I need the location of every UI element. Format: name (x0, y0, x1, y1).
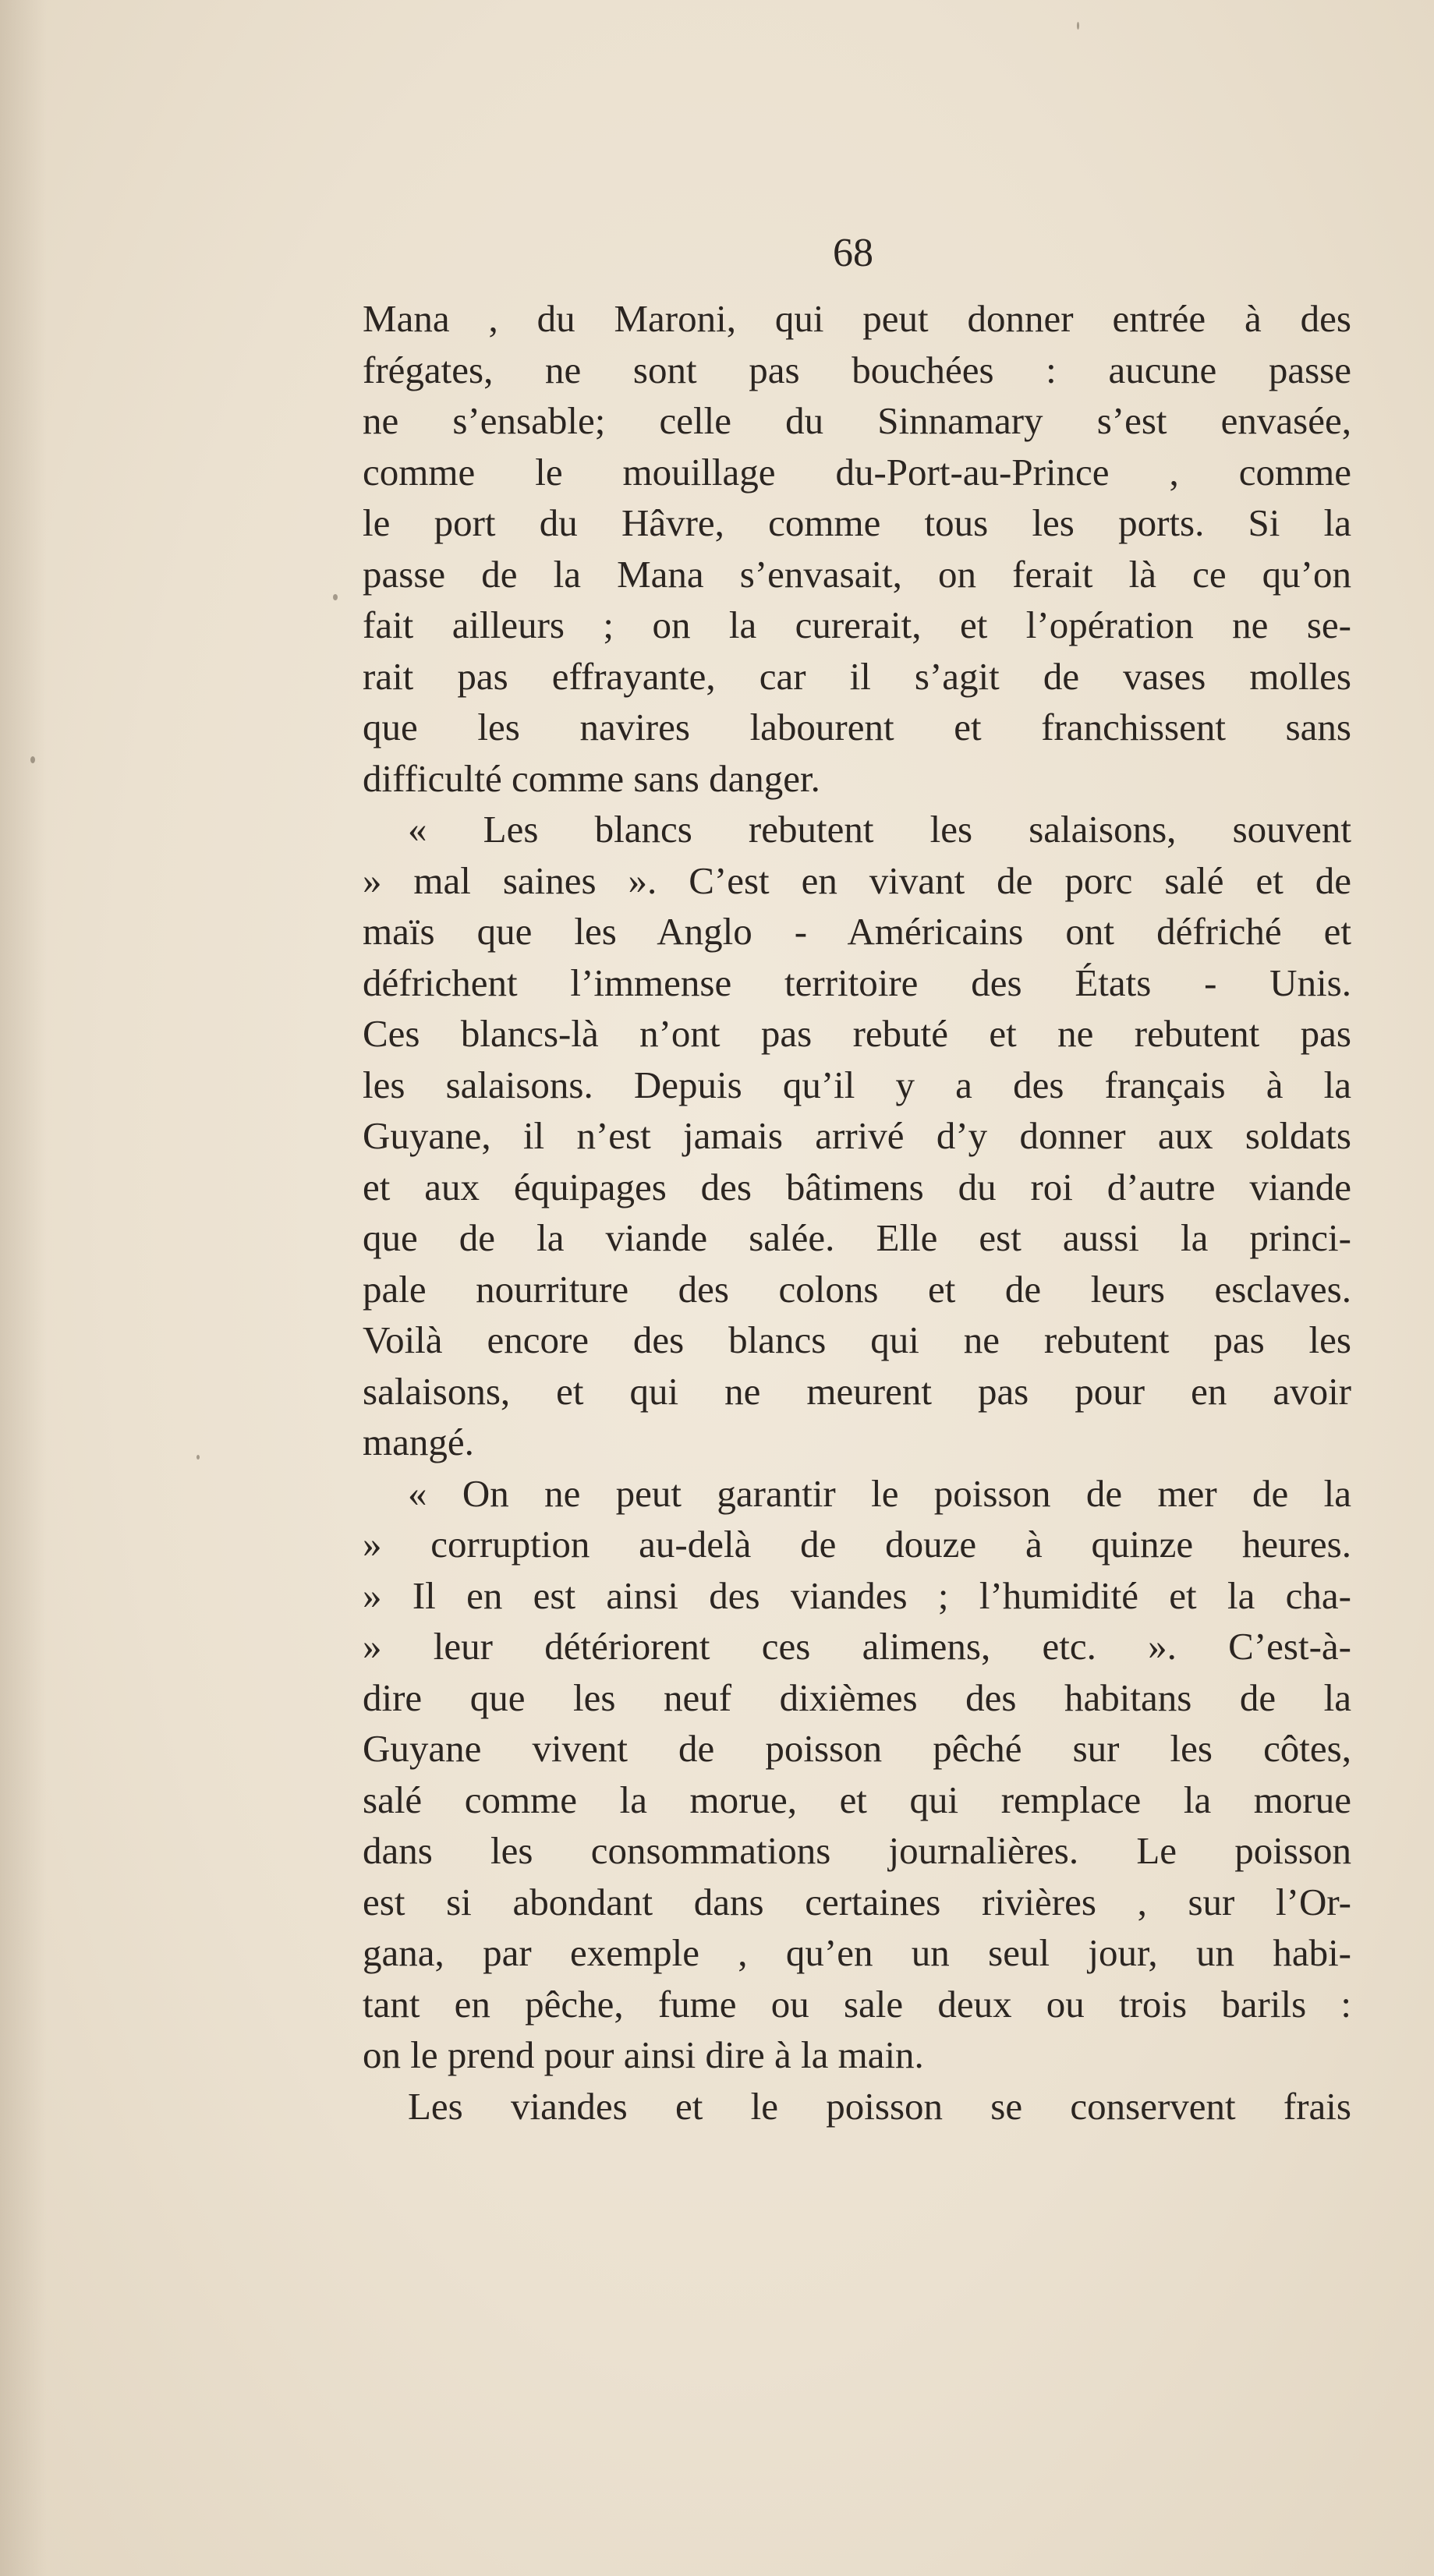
text-line: défrichent l’immense territoire des États - Unis. (363, 961, 1351, 1004)
text-line: salé comme la morue, et qui remplace la morue (363, 1778, 1351, 1821)
text-line: » corruption au-delà de douze à quinze heures. (363, 1523, 1351, 1566)
text-line: Les viandes et le poisson se conservent frais (408, 2084, 1351, 2128)
spine-shadow (0, 0, 47, 2576)
page-number: 68 (833, 231, 873, 275)
text-line: dire que les neuf dixièmes des habitans de la (363, 1675, 1351, 1719)
text-line: Guyane vivent de poisson pêché sur les côtes, (363, 1727, 1351, 1770)
text-line: » leur détériorent ces alimens, etc. ». C’est-à- (363, 1625, 1351, 1668)
text-line: salaisons, et qui ne meurent pas pour en avoir (363, 1369, 1351, 1413)
text-line: passe de la Mana s’envasait, on ferait là ce qu’on (363, 552, 1351, 596)
text-line: frégates, ne sont pas bouchées : aucune passe (363, 348, 1351, 391)
text-line: difficulté comme sans danger. (363, 756, 820, 800)
text-line: Voilà encore des blancs qui ne rebutent pas les (363, 1318, 1351, 1361)
text-line: pale nourriture des colons et de leurs esclaves. (363, 1267, 1351, 1311)
text-line: que de la viande salée. Elle est aussi la princi- (363, 1216, 1351, 1259)
text-line: est si abondant dans certaines rivières , sur l’Or- (363, 1880, 1351, 1923)
body-text (363, 293, 1351, 2132)
text-line: le port du Hâvre, comme tous les ports. Si la (363, 501, 1351, 544)
text-line: Ces blancs-là n’ont pas rebuté et ne rebutent pas (363, 1012, 1351, 1055)
text-line: fait ailleurs ; on la curerait, et l’opération ne se- (363, 603, 1351, 646)
text-line: les salaisons. Depuis qu’il y a des français à la (363, 1063, 1351, 1106)
text-line: rait pas effrayante, car il s’agit de vases molles (363, 654, 1351, 698)
text-line: gana, par exemple , qu’en un seul jour, un habi- (363, 1931, 1351, 1974)
text-line: » Il en est ainsi des viandes ; l’humidité et la cha- (363, 1573, 1351, 1617)
paper-speck (333, 594, 338, 600)
paper-speck (1077, 22, 1079, 30)
text-line: Guyane, il n’est jamais arrivé d’y donner aux soldats (363, 1114, 1351, 1157)
paper-speck (30, 756, 35, 763)
text-line: et aux équipages des bâtimens du roi d’autre viande (363, 1165, 1351, 1208)
text-line: comme le mouillage du-Port-au-Prince , comme (363, 450, 1351, 494)
text-line: ne s’ensable; celle du Sinnamary s’est envasée, (363, 399, 1351, 442)
text-line: on le prend pour ainsi dire à la main. (363, 2033, 924, 2076)
text-line: que les navires labourent et franchissent sans (363, 706, 1351, 748)
text-line: maïs que les Anglo - Américains ont défriché et (363, 910, 1351, 953)
text-line: « On ne peut garantir le poisson de mer de la (408, 1471, 1351, 1515)
text-line: tant en pêche, fume ou sale deux ou trois barils : (363, 1982, 1351, 2026)
text-line: dans les consommations journalières. Le poisson (363, 1829, 1351, 1872)
text-line: « Les blancs rebutent les salaisons, souvent (408, 808, 1351, 851)
text-line: » mal saines ». C’est en vivant de porc salé et de (363, 858, 1351, 902)
text-line: mangé. (363, 1421, 474, 1463)
paper-speck (197, 1455, 200, 1460)
text-line: Mana , du Maroni, qui peut donner entrée à des (363, 297, 1351, 340)
